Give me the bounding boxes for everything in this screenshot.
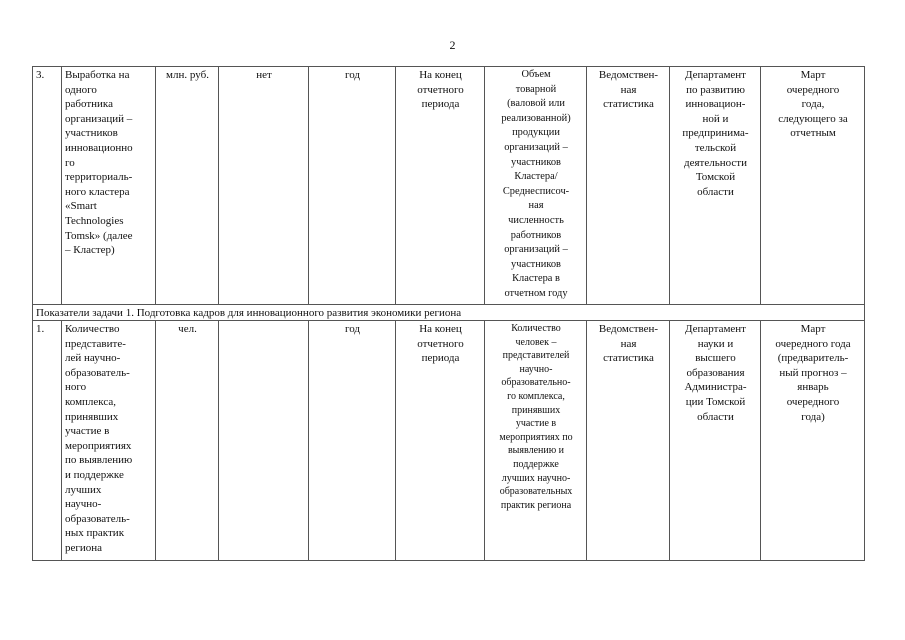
row-number: 1.: [33, 321, 62, 561]
indicator-name: Количество представите- лей научно- образователь- ного комплекса, принявших участие в мероприятиях по выявлению и поддержке лучших научно- образователь- ных практик региона: [62, 321, 156, 561]
deadline-cell: Март очередного года, следующего за отчетным: [761, 67, 865, 305]
source-cell: Ведомствен- ная статистика: [587, 67, 670, 305]
table-row: [33, 321, 865, 561]
deadline-cell: Март очередного года (предваритель- ный прогноз – январь очередного года): [761, 321, 865, 561]
section-row: [33, 305, 865, 321]
formula-cell: Объем товарной (валовой или реализованной) продукции организаций – участников Кластера/ Среднесписоч- ная численность работников организаций – участников Кластера в отчетном году: [485, 67, 587, 305]
unit-cell: млн. руб.: [156, 67, 219, 305]
table-row: [33, 67, 865, 305]
responsible-cell: Департамент по развитию инновацион- ной и предпринима- тельской деятельности Томской области: [670, 67, 761, 305]
date-cell: На конец отчетного периода: [396, 321, 485, 561]
responsible-cell: Департамент науки и высшего образования Администра- ции Томской области: [670, 321, 761, 561]
formula-cell: Количество человек – представителей научно- образовательно- го комплекса, принявших участие в мероприятиях по выявлению и поддержке лучших научно- образовательных практик региона: [485, 321, 587, 561]
section-header: Показатели задачи 1. Подготовка кадров для инновационного развития экономики региона: [33, 305, 865, 321]
indicator-cell: нет: [219, 67, 309, 305]
indicator-name: Выработка на одного работника организаций – участников инновационно го территориаль- ного кластера «Smart Technologies Tomsk» (далее – Кластер): [62, 67, 156, 305]
date-cell: На конец отчетного периода: [396, 67, 485, 305]
indicator-cell: [219, 321, 309, 561]
source-cell: Ведомствен- ная статистика: [587, 321, 670, 561]
unit-cell: чел.: [156, 321, 219, 561]
page-number: 2: [449, 38, 456, 52]
row-number: 3.: [33, 67, 62, 305]
period-cell: год: [309, 67, 396, 305]
period-cell: год: [309, 321, 396, 561]
indicators-table: [32, 66, 865, 561]
